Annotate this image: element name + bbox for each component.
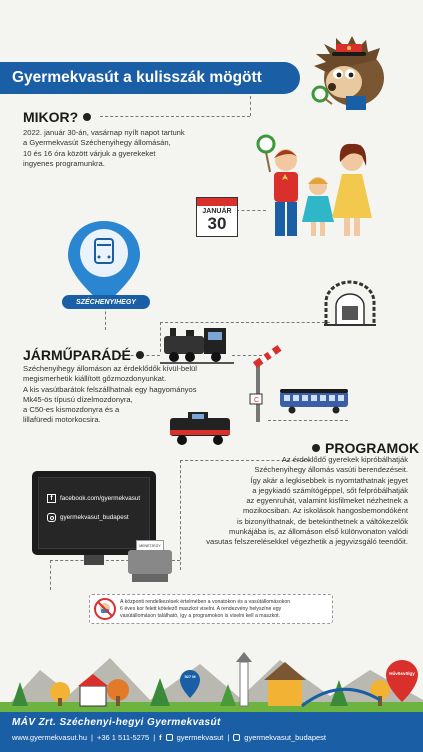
footer-org: MÁV Zrt. Széchenyi-hegyi Gyermekvasút <box>12 717 221 728</box>
mikor-heading: MIKOR? <box>23 109 91 125</box>
connector-line <box>180 460 181 570</box>
facebook-icon: f <box>47 494 56 503</box>
facebook-link[interactable]: f facebook.com/gyermekvasut <box>47 494 141 503</box>
calendar-icon <box>196 197 238 237</box>
page-title: Gyermekvasút a kulisszák mögött <box>12 69 262 86</box>
footer-social[interactable]: gyermekvasut <box>176 733 224 742</box>
phone-number[interactable]: +36 1 511-5275 <box>96 733 150 742</box>
footer-separator: | <box>153 733 156 742</box>
mask-notice-box: A központi rendelkezések értelmében a vonatokon és a vasútállomásokon 6 éves kor felett kötelező maszkot viselni. A rendezvény helyszíne egy vasútállomáson található, így a programokon is viselni kell a maszkot. <box>89 594 333 624</box>
footer-separator: | <box>227 733 230 742</box>
family-illustration <box>252 130 382 242</box>
station-label: SZÉCHENYIHEGY <box>76 298 136 306</box>
altitude-label: 527 M <box>184 674 196 679</box>
instagram-icon <box>47 513 56 522</box>
connector-line <box>50 560 51 590</box>
jarmu-heading: JÁRMŰPARÁDÉ <box>23 347 144 363</box>
facebook-icon: f <box>159 733 162 742</box>
footer-separator: | <box>91 733 93 742</box>
connector-line <box>250 96 251 116</box>
ticket-label: MENETJEGY <box>139 544 161 548</box>
instagram-link[interactable]: gyermekvasut_budapest <box>47 513 141 522</box>
mask-warning-icon <box>94 598 116 620</box>
instagram-icon <box>233 734 240 741</box>
station-label-banner <box>62 295 150 309</box>
diesel-locomotive-icon <box>168 410 232 446</box>
page-title-bar <box>0 62 300 94</box>
mikor-text: 2022. január 30-án, vasárnap nyílt napot tartunk a Gyermekvasút Széchenyihegy állomásán, 10 és 16 óra között várjuk a gyerekeket ingyenes programunkra. <box>23 128 185 168</box>
programok-heading: PROGRAMOK <box>312 440 419 456</box>
huvosvolgy-label: Hűvösvölgy <box>389 671 415 676</box>
tunnel-icon <box>322 280 378 328</box>
ticket-printer-icon <box>128 540 172 584</box>
instagram-icon <box>166 734 173 741</box>
footer <box>0 712 423 752</box>
footer-instagram[interactable]: gyermekvasut_budapest <box>244 733 326 742</box>
steam-locomotive-icon <box>160 322 234 364</box>
footer-contact <box>12 733 326 742</box>
calendar-day: 30 <box>207 214 227 233</box>
monitor-stand <box>84 555 104 565</box>
hedgehog-mascot <box>306 32 392 112</box>
jarmu-text: Széchenyihegy állomáson az érdeklődők kívül-belül megismerhetik kiállított gőzmozdonyunkat. A kis vasútbarátok felszállhatnak egy hagyományos Mk45-ös típusú dízelmozdonyra, a C50-es kismozdonyra és a lillafüredi motorkocsira. <box>23 364 197 425</box>
station-pin-icon <box>62 217 146 307</box>
passenger-car-icon <box>278 387 350 415</box>
svg-text:C: C <box>254 397 260 404</box>
calendar-month: JANUÁR <box>202 208 232 215</box>
landscape-illustration <box>0 640 423 714</box>
programok-text: Az érdeklődő gyerekek kipróbálhatják Széchenyihegy állomás vasúti berendezéseit. Így akár a legkisebbek is nyomtathatnak jegyet a jegykiadó számítógéppel, sőt felpróbálhatják az egyenruhát, valamint kisfilmeket nézhetnek a mozikocsiban. Az iskolások hangosbemondóként is bizonyíthatnak, de betekinthetnek a váltókezelők munkájába is, az állomáson első különvonaton valódi vasutas felszerelésekkel végezhetik a jegyvizsgáló teendőit. <box>206 455 408 547</box>
website-link[interactable]: www.gyermekvasut.hu <box>12 733 88 742</box>
connector-line <box>100 116 250 117</box>
